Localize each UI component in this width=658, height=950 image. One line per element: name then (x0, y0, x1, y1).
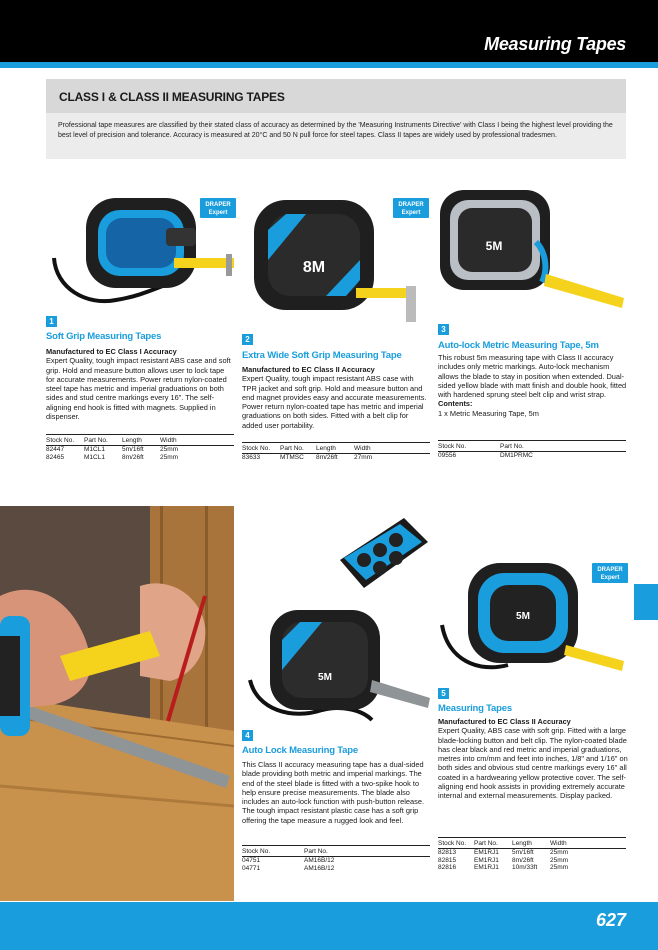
section-intro: Professional tape measures are classified by their stated class of accuracy as determined by the 'Measuring Instruments Directive' with Class I being the highest level providing the best level of precision and tolerance. Accuracy is measured at 20°C and 50 N pull force for steel tapes. Class II tapes are widely used by professional tradesmen. (46, 113, 626, 159)
product-4-table (242, 845, 430, 872)
table-header-stock: Stock No. (242, 443, 280, 454)
page-footer (0, 902, 658, 950)
table-cell: 82465 (46, 453, 65, 461)
table-header-length: Length (316, 443, 354, 454)
table-row (438, 452, 626, 460)
product-3-title: Auto-lock Metric Measuring Tape, 5m (438, 340, 599, 351)
product-2-title: Extra Wide Soft Grip Measuring Tape (242, 350, 402, 361)
badge-brand: DRAPER (398, 202, 424, 208)
table-cell: 5m/16ft (122, 446, 144, 453)
badge-subbrand: Expert (401, 210, 421, 216)
table-cell: 8m/26ft (512, 856, 534, 864)
table-cell: AM16B/12 (304, 864, 335, 872)
product-1-body: Expert Quality, tough impact resistant ABS case and soft grip. Hold and measure button allows user to lock tape for accurate measurements. Power return nylon-coated steel tape has metric and imperial graduations on both sides and stud centre markings every 16". The self-aligning end hook is fitted with magnets. Supplied in dispenser. (46, 356, 231, 422)
product-2-body: Expert Quality, tough impact resistant ABS case with TPR jacket and soft grip. Hold and measure button and end magnet provides easy and accurate measurements. Power return nylon-coated tape has metric and imperial graduations on both sides. Fitted with a belt clip for added user portability. (242, 374, 427, 430)
product-1-subtitle: Manufactured to EC Class I Accuracy (46, 347, 177, 356)
table-cell: 82815 (438, 856, 457, 864)
table-cell: 04771 (242, 864, 261, 872)
table-header-part: Part No. (84, 435, 122, 446)
table-row (242, 865, 430, 873)
product-4-title: Auto Lock Measuring Tape (242, 745, 358, 756)
product-4-display-box-image (334, 508, 430, 598)
product-4-description (242, 760, 430, 825)
product-1-number: 1 (46, 316, 57, 327)
product-1-title: Soft Grip Measuring Tapes (46, 331, 162, 342)
table-cell: 27mm (354, 454, 373, 461)
section-heading (46, 79, 626, 113)
product-4-image (242, 600, 432, 740)
product-3-contents-label: Contents: (438, 399, 473, 409)
table-cell: 25mm (550, 864, 569, 871)
product-1-description (46, 347, 234, 421)
table-cell: 25mm (160, 446, 179, 453)
product-2-table (242, 442, 430, 462)
table-row (46, 446, 234, 454)
table-cell: 8m/26ft (122, 453, 144, 461)
page-number: 627 (595, 910, 626, 930)
product-3-body: This robust 5m measuring tape with Class II accuracy includes only metric markings. Auto-lock mechanism allows the blade to stay in position when extended. Dual-sided yellow blade with matt finish and double hook, fitted with hardened sprung steel belt clip and wrist strap. (438, 353, 627, 400)
product-4-tape-label: 5M (318, 672, 332, 683)
table-cell: 25mm (550, 849, 569, 856)
table-cell: AM16B/12 (304, 857, 335, 864)
product-1-table (46, 434, 234, 461)
table-header-stock: Stock No. (438, 838, 474, 849)
badge-subbrand: Expert (600, 575, 620, 581)
table-cell: 82813 (438, 849, 457, 856)
table-cell: M1CL1 (84, 446, 105, 453)
badge-subbrand: Expert (208, 210, 228, 216)
badge-brand: DRAPER (597, 567, 623, 573)
product-4-body: This Class II accuracy measuring tape has a dual-sided blade providing both metric and imperial markings. The end of the steel blade is fitted with a two-spike hook to help ensure precise measurements. The blade also includes an auto-lock function with push-button release. The tough impact resistant plastic case has a soft grip offering the tape measure a rugged look and feel. (242, 760, 425, 825)
product-3-image (436, 182, 628, 317)
table-header-stock: Stock No. (438, 441, 500, 452)
product-3-contents: 1 x Metric Measuring Tape, 5m (438, 408, 539, 418)
table-cell: 5m/16ft (512, 849, 534, 856)
table-row (438, 849, 626, 857)
product-3-tape-label: 5M (485, 239, 503, 253)
side-index-tab (634, 584, 658, 620)
table-cell: DM1PRMC (500, 452, 533, 459)
product-3-number: 3 (438, 324, 449, 335)
brand-badge (393, 198, 429, 218)
table-cell: 04751 (242, 857, 261, 864)
product-3-description (438, 353, 628, 418)
table-cell: 25mm (550, 856, 569, 864)
table-header-length: Length (512, 838, 550, 849)
product-5-description (438, 717, 628, 801)
product-2-number: 2 (242, 334, 253, 345)
page-title: Measuring Tapes (484, 34, 626, 54)
brand-badge (592, 563, 628, 583)
product-3-table (438, 440, 626, 460)
table-cell: 82816 (438, 864, 457, 871)
table-header-length: Length (122, 435, 160, 446)
product-2-tape-label: 8M (302, 259, 326, 276)
table-cell: 8m/26ft (316, 454, 338, 461)
brand-badge (200, 198, 236, 218)
table-row (242, 454, 430, 462)
table-header-stock: Stock No. (46, 435, 84, 446)
table-cell: M1CL1 (84, 453, 105, 461)
product-5-body: Expert Quality, ABS case with soft grip. Fitted with a large blade-locking button and belt clip. The nylon-coated blade has clear black and red metric and imperial graduations, metres into cm/mm and feet into inches, 1/8" and 1/16" on both sides and obvious stud centre markings every 16" all coated in a hardwearing yellow protective cover. The self-aligning end hook assists in providing extremely accurate internal and external measurements. Display packed. (438, 726, 628, 801)
product-2-description (242, 365, 430, 430)
table-header-part: Part No. (304, 846, 430, 857)
table-cell: EM1RJ1 (474, 849, 499, 856)
table-header-part: Part No. (500, 441, 626, 452)
table-row (242, 857, 430, 865)
table-header-width: Width (160, 435, 234, 446)
lifestyle-photo (0, 506, 234, 901)
page-header (0, 0, 658, 66)
table-row (438, 857, 626, 865)
table-row (438, 864, 626, 872)
table-header-width: Width (354, 443, 430, 454)
table-cell: 82447 (46, 446, 65, 453)
table-cell: EM1RJ1 (474, 856, 499, 864)
table-header-width: Width (550, 838, 626, 849)
table-header-part: Part No. (280, 443, 316, 454)
product-5-tape-label: 5M (516, 611, 530, 622)
product-5-title: Measuring Tapes (438, 703, 512, 714)
table-cell: MTMSC (280, 454, 304, 461)
product-5-table (438, 837, 626, 872)
product-2-subtitle: Manufactured to EC Class II Accuracy (242, 365, 375, 374)
table-cell: EM1RJ1 (474, 864, 499, 871)
table-cell: 83633 (242, 454, 261, 461)
section-title: CLASS I & CLASS II MEASURING TAPES (59, 90, 285, 104)
product-5-number: 5 (438, 688, 449, 699)
table-header-stock: Stock No. (242, 846, 304, 857)
table-cell: 10m/33ft (512, 864, 538, 871)
badge-brand: DRAPER (205, 202, 231, 208)
table-row (46, 454, 234, 462)
product-5-subtitle: Manufactured to EC Class II Accuracy (438, 717, 571, 726)
header-accent-stripe (0, 62, 658, 68)
table-cell: 25mm (160, 453, 179, 461)
table-header-part: Part No. (474, 838, 512, 849)
table-cell: 09556 (438, 452, 457, 459)
product-4-number: 4 (242, 730, 253, 741)
